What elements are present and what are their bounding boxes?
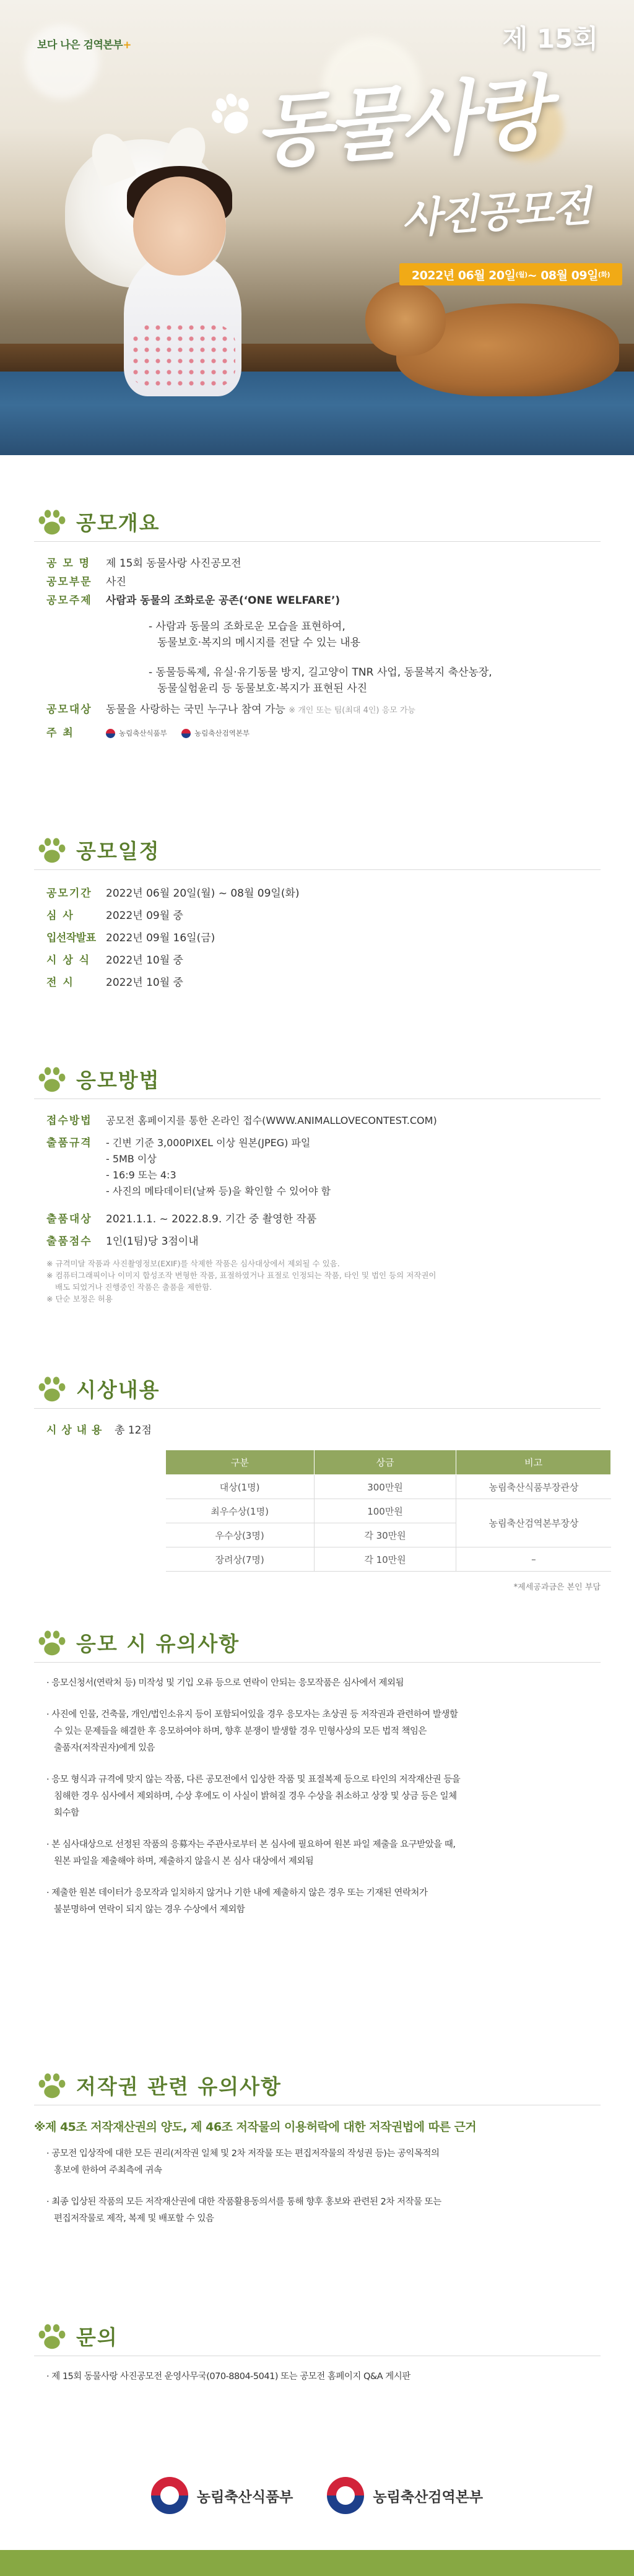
section-awards bbox=[34, 1372, 601, 1592]
paw-icon bbox=[34, 1063, 70, 1095]
row-value: 사진 bbox=[106, 576, 126, 588]
section-header bbox=[34, 505, 601, 542]
section-title: 공모일정 bbox=[76, 839, 160, 863]
row-value: 동물을 사랑하는 국민 누구나 참여 가능 bbox=[106, 703, 285, 716]
copyright-text: · 공모전 입상작에 대한 모든 권리(저작권 일체 및 2차 저작물 또는 편집저작물의 작성권 등)는 공익목적의 bbox=[46, 2149, 440, 2159]
spec-item: - 사진의 메타데이터(날짜 등)을 확인할 수 있어야 함 bbox=[106, 1185, 331, 1197]
caution-item bbox=[45, 1772, 601, 1822]
section-cautions bbox=[34, 1625, 601, 1933]
table-header: 상금 bbox=[314, 1450, 456, 1475]
spec-item: - 5MB 이상 bbox=[106, 1153, 157, 1165]
caution-item bbox=[45, 1707, 601, 1757]
brand-text: 보다 나은 검역본부 bbox=[37, 39, 123, 51]
copyright-item bbox=[45, 2194, 601, 2227]
copyright-text: 편집저작물로 제작, 복제 및 배포할 수 있음 bbox=[54, 2214, 214, 2224]
date-start-day: (월) bbox=[515, 271, 528, 279]
table-row bbox=[166, 1499, 611, 1523]
table-header: 구분 bbox=[166, 1450, 315, 1475]
row-label: 출품점수 bbox=[46, 1235, 92, 1248]
overview-row bbox=[34, 554, 601, 573]
row-label: 공모부문 bbox=[46, 576, 92, 588]
section-title: 응모 시 유의사항 bbox=[76, 1632, 240, 1656]
row-note: ※ 개인 또는 팀(최대 4인) 응모 가능 bbox=[289, 706, 415, 715]
date-start: 2022년 06월 20일 bbox=[411, 268, 516, 282]
cautions-list bbox=[34, 1675, 601, 1918]
row-label: 공모기간 bbox=[46, 887, 92, 900]
section-header bbox=[34, 1625, 601, 1663]
row-value: 2021.1.1. ~ 2022.8.9. 기간 중 촬영한 작품 bbox=[106, 1213, 317, 1225]
theme-detail: - 사람과 동물의 조화로운 모습을 표현하여, bbox=[149, 620, 345, 633]
row-value: 2022년 06월 20일(월) ~ 08월 09일(화) bbox=[106, 887, 300, 900]
table-cell: 농림축산식품부장관상 bbox=[456, 1475, 611, 1499]
bottom-bar bbox=[0, 2550, 634, 2576]
caution-text: 회수함 bbox=[54, 1808, 79, 1818]
spec-item: - 16:9 또는 4:3 bbox=[106, 1169, 176, 1181]
section-inquiry bbox=[34, 2319, 601, 2400]
row-value: 2022년 10월 중 bbox=[106, 977, 183, 989]
table-cell: 우수상(3명) bbox=[166, 1523, 315, 1547]
copyright-text: 홍보에 한하여 주최측에 귀속 bbox=[54, 2165, 162, 2175]
table-cell: 장려상(7명) bbox=[166, 1547, 315, 1572]
brown-dog-head bbox=[365, 282, 446, 356]
row-label: 심 사 bbox=[46, 910, 74, 922]
method-row bbox=[34, 1112, 601, 1130]
method-row bbox=[34, 1135, 601, 1199]
row-label: 공모대상 bbox=[46, 703, 92, 716]
method-note: ※ 컴퓨터그래픽이나 이미지 합성조작 변형한 작품, 표절하였거나 표절로 인정되는 작품, 타인 및 법인 등의 저작권이 bbox=[46, 1271, 436, 1280]
paw-icon bbox=[34, 1627, 70, 1659]
section-schedule bbox=[34, 833, 601, 994]
method-row bbox=[34, 1230, 601, 1253]
caution-item bbox=[45, 1675, 601, 1692]
section-method bbox=[34, 1062, 601, 1305]
ministry-logo bbox=[151, 2477, 293, 2514]
schedule-row bbox=[34, 905, 601, 927]
edition-label: 제 15회 bbox=[502, 24, 598, 54]
section-header bbox=[34, 1372, 601, 1409]
row-label: 전 시 bbox=[46, 977, 74, 989]
inquiry-text bbox=[34, 2369, 601, 2385]
agency-logo bbox=[327, 2477, 483, 2514]
table-cell: 대상(1명) bbox=[166, 1475, 315, 1499]
host-name: 농림축산식품부 bbox=[119, 729, 167, 738]
hero-banner bbox=[0, 0, 634, 455]
row-value: 1인(1팀)당 3점이내 bbox=[106, 1235, 199, 1248]
row-value: 2022년 09월 중 bbox=[106, 910, 183, 922]
host-name: 농림축산검역본부 bbox=[194, 729, 250, 738]
theme-detail: 동물보호·복지의 메시지를 전달 수 있는 내용 bbox=[157, 637, 361, 649]
section-header bbox=[34, 833, 601, 870]
row-label: 공 모 명 bbox=[46, 557, 91, 570]
row-value: 2022년 10월 중 bbox=[106, 954, 183, 967]
row-value: 제 15회 동물사랑 사진공모전 bbox=[106, 557, 241, 570]
row-label: 출품규격 bbox=[46, 1137, 92, 1149]
method-note: ※ 단순 보정은 허용 bbox=[46, 1294, 113, 1303]
row-value: 총 12점 bbox=[115, 1424, 152, 1437]
section-title: 공모개요 bbox=[76, 511, 160, 535]
table-cell: 100만원 bbox=[314, 1499, 456, 1523]
table-cell: 최우수상(1명) bbox=[166, 1499, 315, 1523]
caution-item bbox=[45, 1885, 601, 1918]
paw-icon bbox=[34, 2069, 70, 2102]
awards-row bbox=[34, 1421, 601, 1440]
spec-item: - 긴변 기준 3,000PIXEL 이상 원본(JPEG) 파일 bbox=[106, 1137, 311, 1149]
caution-text: 출품자(저작권자)에게 있음 bbox=[54, 1743, 155, 1753]
paw-icon bbox=[34, 2320, 70, 2352]
overview-row bbox=[34, 700, 601, 720]
child-face bbox=[133, 176, 226, 276]
row-label: 시 상 내 용 bbox=[46, 1424, 103, 1437]
row-label: 출품대상 bbox=[46, 1213, 92, 1225]
awards-table bbox=[165, 1450, 611, 1572]
row-label: 주 최 bbox=[46, 727, 74, 739]
overview-row bbox=[34, 591, 601, 610]
row-label: 시 상 식 bbox=[46, 954, 91, 967]
table-cell: 300만원 bbox=[314, 1475, 456, 1499]
government-emblem-icon bbox=[151, 2477, 188, 2514]
host-logo bbox=[106, 724, 167, 742]
section-header bbox=[34, 1062, 601, 1099]
date-end: ~ 08월 09일 bbox=[527, 268, 598, 282]
section-title: 저작권 관련 유의사항 bbox=[76, 2074, 282, 2099]
schedule-row bbox=[34, 927, 601, 949]
awards-footnote: *제세공과금은 본인 부담 bbox=[513, 1583, 601, 1592]
schedule-row bbox=[34, 972, 601, 994]
row-value: 공모전 홈페이지를 통한 온라인 접수(WWW.ANIMALLOVECONTEST.COM) bbox=[106, 1115, 437, 1126]
table-cell: 농림축산검역본부장상 bbox=[456, 1499, 611, 1547]
section-title: 시상내용 bbox=[76, 1378, 160, 1402]
copyright-headline: ※제 45조 저작재산권의 양도, 제 46조 저작물의 이용허락에 대한 저작권법에 따른 근거 bbox=[34, 2120, 477, 2134]
copyright-text: · 최종 입상된 작품의 모든 저작재산권에 대한 작품활용동의서를 통해 향후 홍보와 관련된 2차 저작물 또는 bbox=[46, 2197, 441, 2207]
caution-text: · 응모신청서(연락처 등) 미작성 및 기입 오류 등으로 연락이 안되는 응모작품은 심사에서 제외됨 bbox=[46, 1678, 404, 1688]
row-label: 접수방법 bbox=[46, 1115, 92, 1127]
copyright-list bbox=[34, 2146, 601, 2227]
table-cell: – bbox=[456, 1547, 611, 1572]
theme-detail: 동물실험윤리 등 동물보호·복지가 표현된 사진 bbox=[157, 682, 368, 695]
logo-label: 농림축산검역본부 bbox=[373, 2489, 484, 2505]
date-end-day: (화) bbox=[597, 271, 610, 279]
caution-text: 침해한 경우 심사에서 제외하며, 수상 후에도 이 사실이 밝혀질 경우 수상을 취소하고 상장 및 상금 등은 일체 bbox=[54, 1791, 457, 1801]
brand-plus: + bbox=[123, 39, 131, 51]
section-overview bbox=[34, 505, 601, 742]
table-cell: 각 30만원 bbox=[314, 1523, 456, 1547]
caution-item bbox=[45, 1837, 601, 1870]
method-note: 배도 되었거나 진행중인 작품은 출품을 제한함. bbox=[55, 1282, 212, 1292]
hero-subtitle: 사진공모전 bbox=[400, 181, 591, 243]
overview-row bbox=[34, 724, 601, 742]
row-label: 공모주제 bbox=[46, 594, 92, 607]
schedule-row bbox=[34, 882, 601, 905]
paw-icon bbox=[34, 1373, 70, 1405]
government-emblem-icon bbox=[181, 729, 191, 738]
section-header bbox=[34, 2319, 601, 2356]
copyright-item bbox=[45, 2146, 601, 2179]
date-badge bbox=[399, 263, 622, 285]
host-logo bbox=[181, 724, 250, 742]
theme-detail: - 동물등록제, 유실·유기동물 방지, 길고양이 TNR 사업, 동물복지 축산농장, bbox=[149, 666, 492, 679]
table-header: 비고 bbox=[456, 1450, 611, 1475]
paw-icon bbox=[34, 834, 70, 866]
overview-row bbox=[34, 573, 601, 591]
section-title: 문의 bbox=[76, 2325, 118, 2349]
caution-text: 원본 파일을 제출해야 하며, 제출하지 않을시 본 심사 대상에서 제외됨 bbox=[54, 1856, 314, 1866]
logo-label: 농림축산식품부 bbox=[196, 2489, 293, 2505]
method-row bbox=[34, 1208, 601, 1230]
caution-text: · 본 심사대상으로 선정된 작품의 응募자는 주관사로부터 본 심사에 필요하여 원본 파일 제출을 요구받았을 때, bbox=[46, 1840, 456, 1850]
section-copyright bbox=[34, 2068, 601, 2242]
table-header-row bbox=[166, 1450, 611, 1475]
caution-text: · 사진에 인물, 건축물, 개인/법인소유지 등이 포함되어있을 경우 응모자는 초상권 등 저작권과 관련하여 발생할 bbox=[46, 1710, 458, 1720]
row-label: 입선작발표 bbox=[46, 932, 96, 944]
caution-text: 수 있는 문제들을 해결한 후 응모하여야 하며, 향후 분쟁이 발생할 경우 민형사상의 모든 법적 책임은 bbox=[54, 1726, 427, 1736]
footer-logos bbox=[0, 2461, 634, 2530]
paw-icon bbox=[34, 506, 70, 538]
brand-slogan bbox=[37, 36, 131, 51]
schedule-row bbox=[34, 949, 601, 972]
section-title: 응모방법 bbox=[76, 1068, 160, 1092]
table-row bbox=[166, 1475, 611, 1499]
child-pattern bbox=[130, 322, 235, 390]
table-cell: 각 10만원 bbox=[314, 1547, 456, 1572]
caution-text: · 응모 형식과 규격에 맞지 않는 작품, 다른 공모전에서 입상한 작품 및 표절복제 등으로 타인의 저작재산권 등을 bbox=[46, 1775, 461, 1785]
government-emblem-icon bbox=[106, 729, 115, 738]
inquiry-line: · 제 15회 동물사랑 사진공모전 운영사무국(070-8804-5041) 또는 공모전 홈페이지 Q&A 게시판 bbox=[46, 2372, 410, 2382]
caution-text: 불분명하여 연락이 되지 않는 경우 수상에서 제외함 bbox=[54, 1905, 245, 1915]
row-value: 사람과 동물의 조화로운 공존(‘ONE WELFARE’) bbox=[106, 594, 341, 607]
section-header bbox=[34, 2068, 601, 2105]
government-emblem-icon bbox=[327, 2477, 364, 2514]
hero-title: 동물사랑 bbox=[251, 66, 549, 180]
table-row bbox=[166, 1547, 611, 1572]
row-value: 2022년 09월 16일(금) bbox=[106, 932, 215, 944]
method-note: ※ 규격미달 작품과 사진촬영정보(EXIF)를 삭제한 작품은 심사대상에서 제외될 수 있음. bbox=[46, 1259, 340, 1268]
caution-text: · 제출한 원본 데이터가 응모작과 일치하지 않거나 기한 내에 제출하지 않은 경우 또는 기재된 연락처가 bbox=[46, 1888, 428, 1898]
